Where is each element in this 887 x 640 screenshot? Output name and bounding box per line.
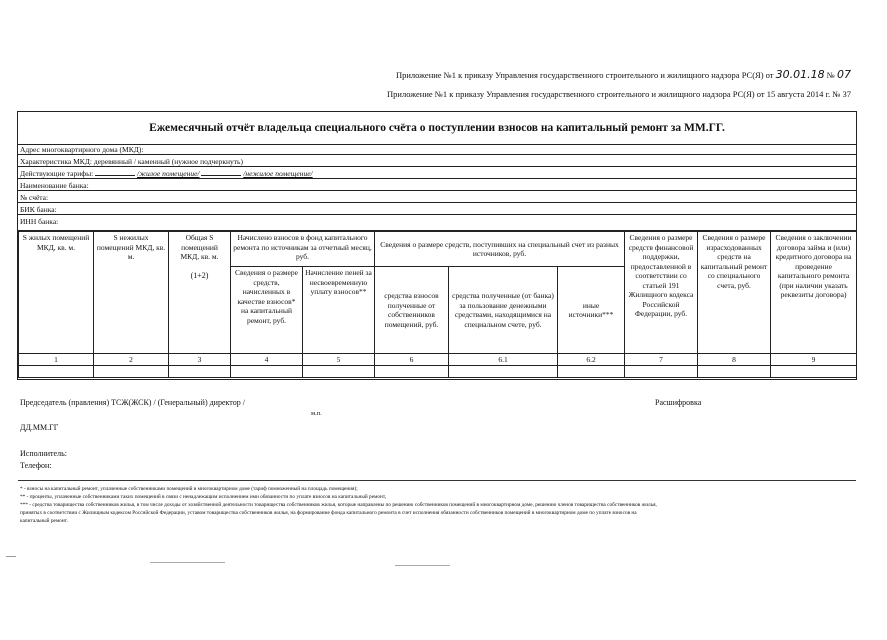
data-cell[interactable] [169,366,231,378]
scan-mark [395,565,450,566]
col-header-other-sources: иные источники*** [558,267,625,354]
account-row[interactable] [18,192,856,203]
footnotes-divider [18,480,856,481]
col-header-total-area-formula: (1+2) [190,271,209,280]
scan-mark [6,556,16,557]
tariffs-label: Действующие тарифы: [20,169,94,178]
address-row[interactable] [18,144,856,155]
column-number: 4 [231,354,303,366]
scan-mark [150,562,225,563]
bank-name-row[interactable] [18,180,856,191]
column-number: 6 [375,354,449,366]
tariff-nonresidential-label: /нежилое помещение/ [243,169,313,178]
col-header-owner-contributions: средства взносов полученные от собственников помещений, руб. [375,267,449,354]
column-numbers-row [19,354,857,366]
group-header-accrued: Начислено взносов в фонд капитального ремонта по источникам за отчетный месяц, руб. [231,232,375,267]
col-header-spent: Сведения о размере израсходованных средств на капитальный ремонт со специального счета, руб. [698,232,771,354]
footnote-3c: капитальный ремонт. [20,518,68,524]
col-header-bank-interest: средства полученные (от банка) за пользование денежными средствами, находящимися на специальном счете, руб. [449,267,558,354]
inn-row[interactable] [18,216,856,231]
data-cell[interactable] [771,366,857,378]
appendix-line-2: Приложение №1 к приказу Управления государственного строительного и жилищного надзора РС(Я) от 15 августа 2014 г. № 37 [387,89,851,99]
data-row[interactable] [19,366,857,378]
col-header-total-area [169,232,231,354]
data-cell[interactable] [375,366,449,378]
data-cell[interactable] [558,366,625,378]
number-label: № [826,70,835,80]
decoding-label: Расшифровка [655,398,702,407]
column-number: 3 [169,354,231,366]
col-header-residential-area: S жилых помещений МКД, кв. м. [19,232,94,354]
handwritten-number: 07 [837,68,851,81]
column-number: 2 [94,354,169,366]
tariff-residential-label: /жилое помещение/ [136,169,200,178]
report-form [17,111,857,380]
footnote-3a: *** - средства товарищества собственников жилья, в том числе доходы от хозяйственной деятельности товарищества собственников жилья, которые направлены по решению собственников помещений в многоквартирном доме, решению членов товарищества собственников жилья, [20,502,657,508]
bik-row[interactable] [18,204,856,215]
account-label: № счёта: [20,193,49,202]
tariff-residential-blank[interactable] [95,168,135,176]
stamp-label: м.п. [311,410,322,417]
column-number: 6.1 [449,354,558,366]
data-cell[interactable] [698,366,771,378]
column-number: 6.2 [558,354,625,366]
data-cell[interactable] [625,366,698,378]
appendix-line-1-text: Приложение №1 к приказу Управления государственного строительного и жилищного надзора РС(Я) от [395,70,774,80]
tariff-nonresidential-blank[interactable] [201,168,241,176]
appendix-line-1 [396,68,851,81]
date-label: ДД.ММ.ГГ [20,423,59,432]
phone-label: Телефон: [20,461,52,470]
handwritten-date: 30.01.18 [775,68,825,81]
data-cell[interactable] [19,366,94,378]
column-number: 8 [698,354,771,366]
footnotes [20,485,860,525]
col-header-loan-agreement: Сведения о заключении договора займа и (или) кредитного договора на проведение капитального ремонта (при наличии указать реквезиты договора) [771,232,857,354]
col-header-nonresidential-area: S нежилых помещений МКД, кв. м. [94,232,169,354]
tariffs-row[interactable] [18,168,856,179]
bank-name-label: Наименование банка: [20,181,89,190]
bik-label: БИК банка: [20,205,57,214]
executor-label: Исполнитель: [20,449,67,458]
column-number: 9 [771,354,857,366]
group-header-received: Сведения о размере средств, поступивших на специальный счет из разных источников, руб. [375,232,625,267]
data-cell[interactable] [94,366,169,378]
col-header-accrued-contributions: Сведения о размере средств, начисленных в качестве взносов* на капитальный ремонт, руб. [231,267,303,354]
column-number: 1 [19,354,94,366]
characteristic-row[interactable] [18,156,856,167]
data-cell[interactable] [303,366,375,378]
characteristic-label: Характеристика МКД: деревянный / каменный (нужное подчеркнуть) [20,157,243,166]
col-header-total-area-text: Общая S помещений МКД, кв. м. [180,233,219,261]
col-header-penalties: Начисление пеней за несвоевременную уплату взносов** [303,267,375,354]
data-cell[interactable] [449,366,558,378]
column-number: 5 [303,354,375,366]
data-cell[interactable] [231,366,303,378]
footnote-1: * - взносы на капитальный ремонт, уплаченные собственниками помещений в многоквартирном доме (тариф помноженный на площадь помещения); [20,486,358,492]
column-number: 7 [625,354,698,366]
address-label: Адрес многоквартирного дома (МКД): [20,145,144,154]
inn-label: ИНН банка: [20,217,59,226]
col-header-financial-support: Сведения о размере средств финансовой поддержки, предоставленной в соответствии со статьей 191 Жилищного кодекса Российской Федерации, руб. [625,232,698,354]
report-table [18,231,857,378]
report-title: Ежемесячный отчёт владельца специального счёта о поступлении взносов на капитальный ремонт за ММ.ГГ. [18,112,856,145]
chairman-signature-label: Председатель (правления) ТСЖ(ЖСК) / (Генеральный) директор / [20,398,245,407]
footnote-3b: принятых в соответствии с Жилищным кодексом Российской Федерации, уставом товарищества собственников жилья, на формирование фонда капитального ремонта в счет исполнения обязанности собственников помещений в многоквартирном доме по уплате взносов на [20,510,637,516]
footnote-2: ** - проценты, уплаченные собственниками таких помещений в связи с ненадлежащим исполнением ими обязанности по уплате взносов на капитальный ремонт, [20,494,387,500]
